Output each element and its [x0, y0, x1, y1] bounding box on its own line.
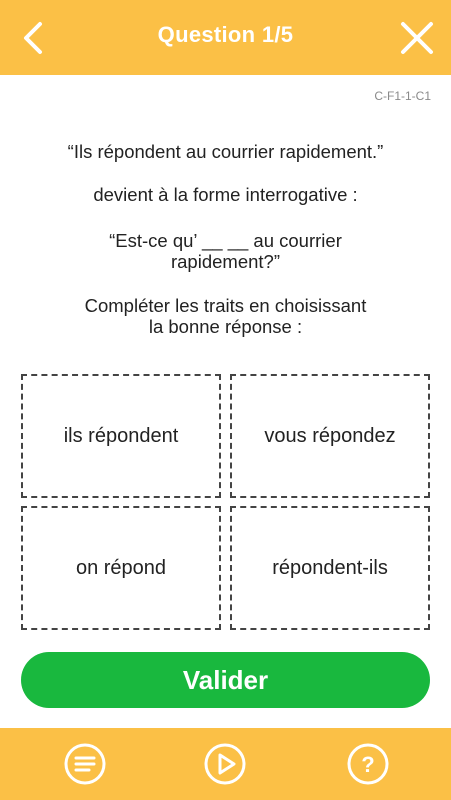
page-title: Question 1/5 — [157, 22, 294, 47]
question-instruction: devient à la forme interrogative : — [93, 184, 358, 205]
play-button[interactable] — [203, 742, 247, 786]
help-button[interactable] — [346, 742, 390, 786]
answer-choice-label: ils répondent — [63, 424, 179, 447]
close-icon — [397, 18, 437, 58]
header-bar — [0, 0, 451, 75]
question-sentence: “Ils répondent au courrier rapidement.” — [67, 141, 384, 162]
question-task-line1: Compléter les traits en choisissant — [84, 295, 367, 316]
question-task-line2: la bonne réponse : — [148, 316, 303, 337]
answer-choice-label: on répond — [75, 556, 167, 579]
answer-choice-2[interactable] — [230, 374, 430, 498]
question-prompt-line2: rapidement?” — [170, 251, 280, 272]
svg-text:?: ? — [361, 752, 375, 777]
answer-choice-3[interactable] — [21, 506, 221, 630]
validate-button[interactable] — [21, 652, 430, 708]
help-icon — [346, 742, 390, 786]
menu-button[interactable] — [63, 742, 107, 786]
answer-choice-1[interactable] — [21, 374, 221, 498]
play-icon — [203, 742, 247, 786]
question-code: C-F1-1-C1 — [374, 89, 431, 103]
close-button[interactable] — [397, 18, 437, 58]
question-prompt-line1: “Est-ce qu’ __ __ au courrier — [109, 230, 342, 251]
answer-choice-4[interactable] — [230, 506, 430, 630]
answer-choice-label: répondent-ils — [272, 556, 388, 579]
list-icon — [63, 742, 107, 786]
validate-button-label: Valider — [182, 664, 269, 695]
answer-choice-label: vous répondez — [264, 424, 396, 447]
footer-bar — [0, 728, 451, 800]
